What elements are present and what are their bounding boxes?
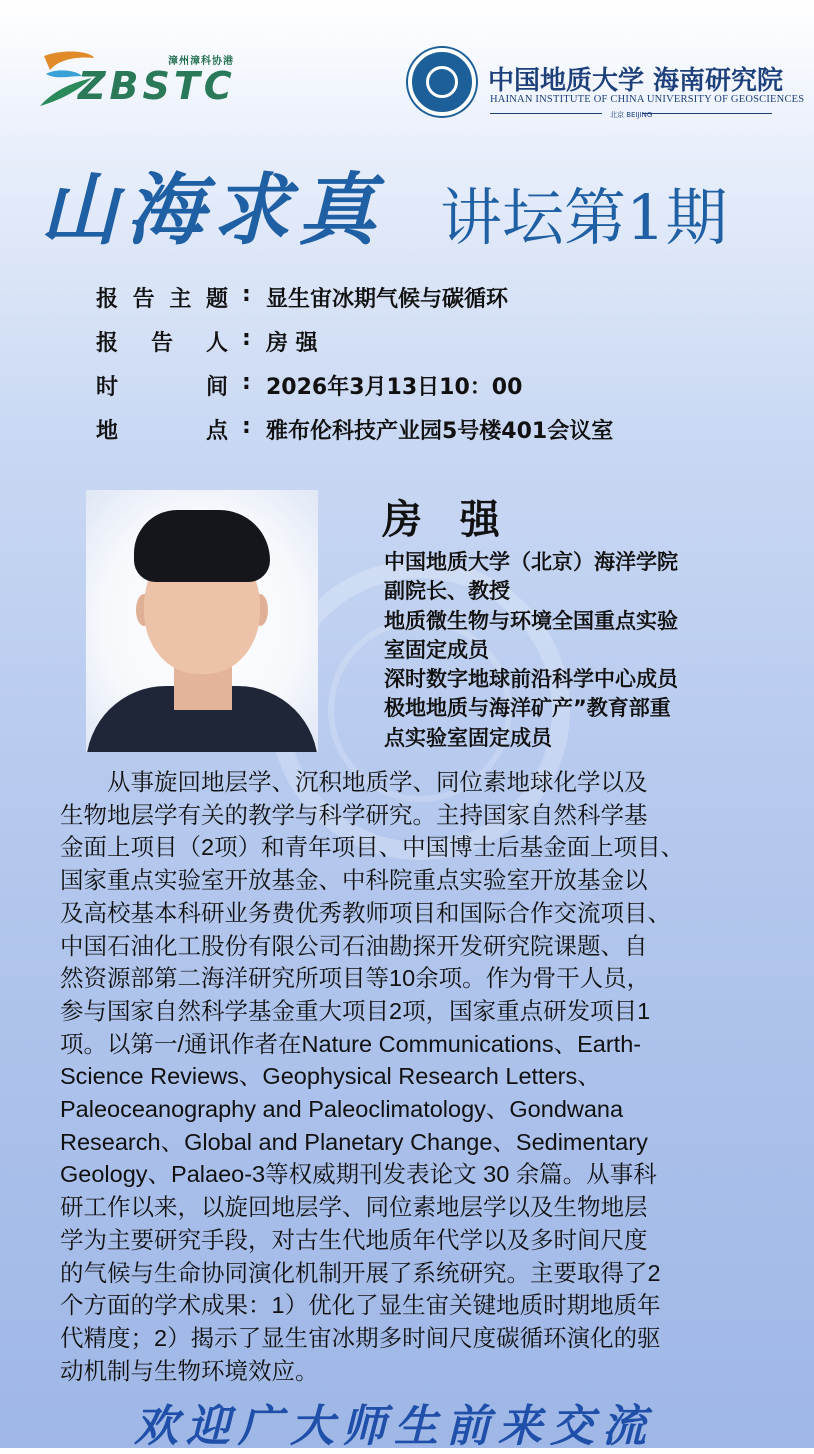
- label-char: 时: [96, 375, 119, 400]
- speaker-bio: [60, 766, 772, 1387]
- speaker-title-line: 极地地质与海洋矿产”教育部重: [384, 696, 671, 721]
- bio-line: 学为主要研究手段，对古生代地质年代学以及多时间尺度: [60, 1226, 648, 1253]
- info-colon: :: [242, 282, 251, 307]
- label-char: 报: [96, 331, 119, 356]
- logo-rule-left: [490, 113, 602, 114]
- speaker-title-line: 地质微生物与环境全国重点实验: [384, 608, 678, 633]
- bio-line: 动机制与生物环境效应。: [60, 1357, 319, 1384]
- speaker-title-line: 副院长、教授: [384, 579, 510, 604]
- bio-line: 生物地层学有关的教学与科学研究。主持国家自然科学基: [60, 801, 648, 828]
- label-char: 主: [169, 287, 192, 312]
- bio-line: 项。以第一/通讯作者在Nature Communications、Earth-: [60, 1030, 642, 1057]
- label-char: 告: [150, 331, 173, 356]
- zbstc-logo: [36, 44, 236, 114]
- welcome-footer: 欢迎广大师生前来交流: [134, 1401, 654, 1452]
- cug-hainan-logo: [408, 48, 805, 124]
- label-char: 间: [205, 375, 228, 400]
- info-label: [96, 326, 228, 357]
- logo-rule-right: [642, 113, 772, 114]
- bio-line: 国家重点实验室开放基金、中科院重点实验室开放基金以: [60, 867, 648, 894]
- zbstc-logo-cn: 漳州漳科协港: [168, 56, 234, 67]
- bio-line: 参与国家自然科学基金重大项目2项，国家重点研发项目1: [60, 997, 651, 1024]
- info-label: [96, 414, 228, 445]
- info-colon: :: [242, 370, 251, 395]
- label-char: 报: [96, 287, 119, 312]
- cug-logo-cn: 中国地质大学 海南研究院: [488, 66, 784, 96]
- label-char: 题: [205, 287, 228, 312]
- bio-line: 的气候与生命协同演化机制开展了系统研究。主要取得了2: [60, 1259, 661, 1286]
- label-char: 点: [205, 419, 228, 444]
- zbstc-logo-text: ZBSTC: [78, 64, 236, 108]
- info-value-speaker: 房 强: [266, 331, 318, 356]
- label-char: 告: [132, 287, 155, 312]
- bio-line: 中国石油化工股份有限公司石油勘探开发研究院课题、自: [60, 932, 648, 959]
- info-colon: :: [242, 326, 251, 351]
- bio-line: 金面上项目（2项）和青年项目、中国博士后基金面上项目、: [60, 834, 685, 861]
- info-value-time: 2026年3月13日10：00: [266, 375, 523, 400]
- bio-line: Geology、Palaeo-3等权威期刊发表论文 30 余篇。从事科: [60, 1161, 657, 1188]
- info-value-location: 雅布伦科技产业园5号楼401会议室: [266, 419, 614, 444]
- speaker-title-line: 深时数字地球前沿科学中心成员: [384, 667, 678, 692]
- bio-line: Paleoceanography and Paleoclimatology、Gondwana: [60, 1096, 624, 1123]
- bio-line: 代精度；2）揭示了显生宙冰期多时间尺度碳循环演化的驱: [60, 1324, 661, 1351]
- info-label: [96, 370, 228, 401]
- bio-line: 研工作以来，以旋回地层学、同位素地层学以及生物地层: [60, 1194, 648, 1221]
- lecture-series-title: 山海求真: [40, 165, 385, 256]
- speaker-titles: [384, 548, 744, 753]
- info-value-topic: 显生宙冰期气候与碳循环: [266, 287, 509, 312]
- speaker-title-line: 点实验室固定成员: [384, 725, 552, 750]
- cug-logo-en: HAINAN INSTITUTE OF CHINA UNIVERSITY OF GEOSCIENCES: [490, 94, 805, 105]
- bio-line: 然资源部第二海洋研究所项目等10余项。作为骨干人员，: [60, 965, 651, 992]
- bio-line: 及高校基本科研业务费优秀教师项目和国际合作交流项目、: [60, 899, 671, 926]
- label-char: 人: [205, 331, 228, 356]
- label-char: 地: [96, 419, 119, 444]
- bio-line: 从事旋回地层学、沉积地质学、同位素地球化学以及: [60, 769, 648, 795]
- speaker-photo: [86, 490, 318, 752]
- bio-line: Science Reviews、Geophysical Research Letters、: [60, 1063, 601, 1090]
- cug-logo-sub: 北京 BEIJING: [610, 111, 653, 119]
- speaker-title-line: 室固定成员: [384, 637, 489, 662]
- cug-seal-icon: [408, 48, 476, 116]
- info-colon: :: [242, 414, 251, 439]
- speaker-title-line: 中国地质大学（北京）海洋学院: [384, 550, 678, 574]
- speaker-name: 房 强: [382, 497, 512, 543]
- info-label: [96, 282, 228, 313]
- lecture-issue-title: 讲坛第1期: [440, 181, 728, 254]
- bio-line: 个方面的学术成果：1）优化了显生宙关键地质时期地质年: [60, 1292, 661, 1319]
- bio-line: Research、Global and Planetary Change、Sedimentary: [60, 1128, 648, 1155]
- photo-hair: [134, 510, 270, 582]
